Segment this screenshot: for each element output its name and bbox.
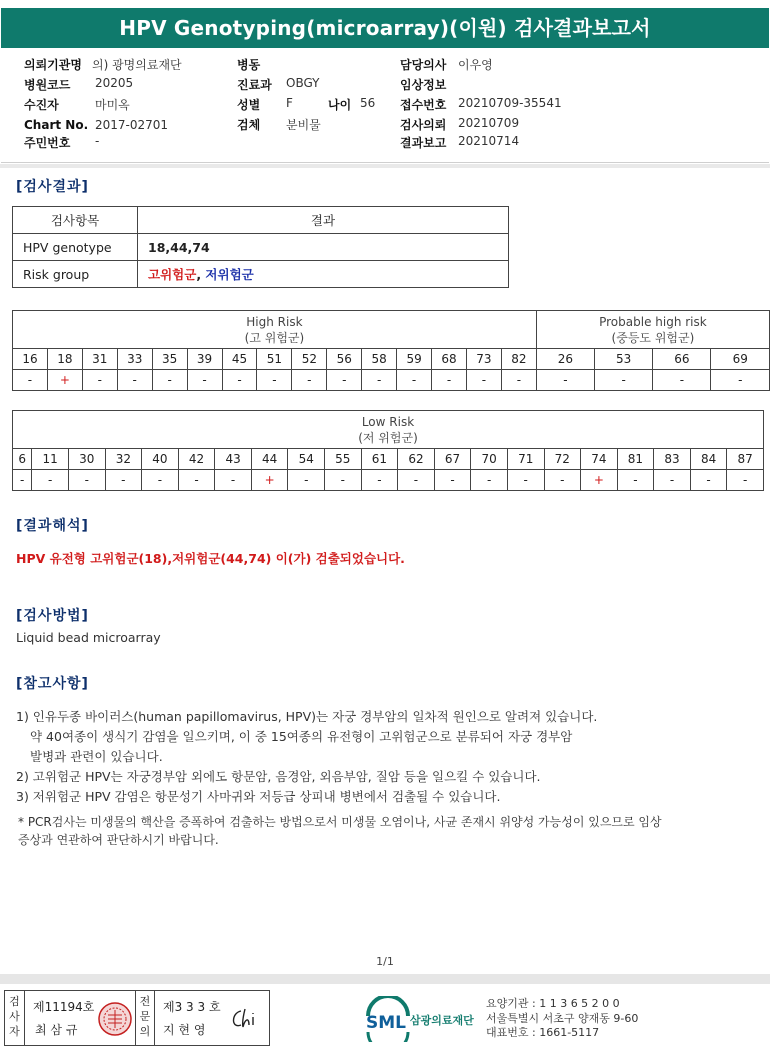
low-risk-title: Low Risk bbox=[361, 414, 415, 429]
signature-icon bbox=[227, 1005, 263, 1033]
info-label: 의뢰기관명 bbox=[24, 58, 82, 72]
genotype-result-cell: - bbox=[152, 370, 187, 391]
genotype-type-cell: 51 bbox=[257, 349, 292, 370]
info-label: 담당의사 bbox=[400, 58, 447, 72]
section-title-interpretation: [결과해석] bbox=[16, 518, 89, 534]
info-value: 이우영 bbox=[458, 58, 493, 72]
patient-info bbox=[24, 56, 754, 152]
company-code: 요양기관 : 1 1 3 6 5 2 0 0 bbox=[486, 997, 620, 1010]
genotype-result-cell: - bbox=[13, 370, 48, 391]
genotype-type-cell: 53 bbox=[595, 349, 653, 370]
genotype-type-cell: 39 bbox=[187, 349, 222, 370]
note-item: 약 40여종이 생식기 감염을 일으키며, 이 중 15여종의 유전형이 고위험군으로 분류되어 자궁 경부암 bbox=[30, 729, 573, 744]
note-item: 1) 인유두종 바이러스(human papillomavirus, HPV)는 자궁 경부암의 일차적 원인으로 알려져 있습니다. bbox=[16, 709, 598, 724]
genotype-type-cell: 69 bbox=[711, 349, 770, 370]
genotype-result-cell: - bbox=[653, 370, 711, 391]
info-label: 검사의뢰 bbox=[400, 118, 447, 132]
note-item: 2) 고위험군 HPV는 자궁경부암 외에도 항문암, 음경암, 외음부암, 질암 등을 일으킬 수 있습니다. bbox=[16, 769, 541, 784]
info-value: 20210709-35541 bbox=[458, 96, 562, 110]
genotype-result-cell: - bbox=[727, 470, 764, 491]
genotype-result-cell: - bbox=[432, 370, 467, 391]
genotype-result-cell: - bbox=[187, 370, 222, 391]
probable-subtitle: (중등도 위험군) bbox=[611, 330, 695, 345]
genotype-result-cell: - bbox=[544, 470, 581, 491]
info-label: 검체 bbox=[237, 118, 261, 132]
genotype-type-cell: 55 bbox=[325, 449, 362, 470]
specialist-number: 제3 3 3 호 bbox=[163, 1000, 221, 1014]
genotype-type-cell: 70 bbox=[471, 449, 508, 470]
info-value: OBGY bbox=[286, 76, 320, 90]
genotype-result-cell: - bbox=[398, 470, 435, 491]
info-value: 20205 bbox=[95, 76, 134, 90]
info-value: 의) 광명의료재단 bbox=[92, 58, 182, 72]
divider bbox=[1, 162, 769, 163]
genotype-type-cell: 30 bbox=[68, 449, 105, 470]
genotype-value: 18,44,74 bbox=[138, 234, 509, 261]
low-risk-table bbox=[12, 410, 764, 491]
genotype-type-cell: 67 bbox=[434, 449, 471, 470]
info-label: 주민번호 bbox=[24, 136, 71, 150]
genotype-type-cell: 59 bbox=[397, 349, 432, 370]
footer-band bbox=[0, 974, 770, 984]
genotype-type-cell: 81 bbox=[617, 449, 654, 470]
risk-high: 고위험군 bbox=[148, 267, 197, 282]
genotype-type-cell: 68 bbox=[432, 349, 467, 370]
genotype-type-cell: 35 bbox=[152, 349, 187, 370]
notes-list bbox=[16, 707, 756, 807]
genotype-result-cell: - bbox=[595, 370, 653, 391]
genotype-result-cell: - bbox=[292, 370, 327, 391]
genotype-type-cell: 58 bbox=[362, 349, 397, 370]
company-phone: 대표번호 : 1661-5117 bbox=[486, 1026, 600, 1039]
info-label: 병원코드 bbox=[24, 78, 71, 92]
info-value: 마미옥 bbox=[95, 98, 130, 112]
genotype-type-cell: 74 bbox=[581, 449, 618, 470]
info-value: 20210714 bbox=[458, 134, 520, 148]
info-label: 결과보고 bbox=[400, 136, 447, 150]
info-label: 나이 bbox=[328, 98, 352, 112]
info-value: 56 bbox=[360, 96, 376, 110]
vertical-char: 전 bbox=[139, 995, 151, 1008]
info-label: 진료과 bbox=[237, 78, 272, 92]
signature-box bbox=[4, 990, 270, 1046]
page-number: 1/1 bbox=[376, 955, 394, 968]
genotype-result-cell: - bbox=[471, 470, 508, 491]
vertical-char: 검 bbox=[9, 995, 20, 1008]
genotype-type-cell: 54 bbox=[288, 449, 325, 470]
genotype-type-cell: 26 bbox=[536, 349, 594, 370]
pcr-footnote bbox=[18, 813, 758, 849]
company-street: 서울특별시 서초구 양재동 9-60 bbox=[486, 1011, 639, 1025]
info-label: 수진자 bbox=[24, 98, 59, 112]
genotype-result-cell: - bbox=[32, 470, 69, 491]
genotype-label: HPV genotype bbox=[13, 234, 138, 261]
company-name: 삼광의료재단 bbox=[410, 1014, 474, 1027]
method-text: Liquid bead microarray bbox=[16, 630, 161, 645]
inspector-vertical-label bbox=[5, 991, 25, 1045]
genotype-result-cell: - bbox=[434, 470, 471, 491]
genotype-result-cell: - bbox=[288, 470, 325, 491]
genotype-result-cell: - bbox=[215, 470, 252, 491]
result-table bbox=[12, 206, 509, 288]
genotype-type-cell: 33 bbox=[117, 349, 152, 370]
info-value: - bbox=[95, 134, 100, 148]
low-risk-subtitle: (저 위험군) bbox=[358, 430, 418, 445]
genotype-result-cell: - bbox=[82, 370, 117, 391]
note-item: 발병과 관련이 있습니다. bbox=[30, 749, 163, 764]
risk-value bbox=[138, 261, 509, 288]
genotype-result-cell: - bbox=[327, 370, 362, 391]
genotype-result-cell: - bbox=[325, 470, 362, 491]
genotype-result-cell: + bbox=[251, 470, 288, 491]
specialist-vertical-label bbox=[135, 991, 155, 1045]
genotype-type-cell: 83 bbox=[654, 449, 691, 470]
vertical-char: 의 bbox=[139, 1025, 151, 1038]
genotype-type-cell: 6 bbox=[13, 449, 32, 470]
genotype-result-cell: + bbox=[581, 470, 618, 491]
vertical-char: 자 bbox=[9, 1025, 20, 1038]
genotype-type-cell: 73 bbox=[466, 349, 501, 370]
footnote-line: 증상과 연관하여 판단하시기 바랍니다. bbox=[18, 833, 219, 847]
info-value: F bbox=[286, 96, 293, 110]
interpretation-text: HPV 유전형 고위험군(18),저위험군(44,74) 이(가) 검출되었습니다. bbox=[16, 551, 405, 566]
genotype-type-cell: 16 bbox=[13, 349, 48, 370]
genotype-type-cell: 44 bbox=[251, 449, 288, 470]
info-value: 20210709 bbox=[458, 116, 520, 130]
report-title: HPV Genotyping(microarray)(이원) 검사결과보고서 bbox=[1, 8, 769, 48]
risk-low: 저위험군 bbox=[205, 267, 254, 282]
genotype-result-cell: - bbox=[222, 370, 257, 391]
genotype-result-cell: - bbox=[397, 370, 432, 391]
genotype-type-cell: 31 bbox=[82, 349, 117, 370]
genotype-type-cell: 62 bbox=[398, 449, 435, 470]
probable-high-risk-header bbox=[536, 311, 769, 349]
high-risk-title: High Risk bbox=[246, 314, 303, 329]
genotype-result-cell: - bbox=[257, 370, 292, 391]
genotype-result-cell: - bbox=[68, 470, 105, 491]
risk-separator: , bbox=[196, 267, 206, 282]
vertical-char: 사 bbox=[9, 1010, 20, 1023]
logo-text: SML bbox=[366, 1013, 406, 1033]
genotype-type-cell: 43 bbox=[215, 449, 252, 470]
genotype-type-cell: 32 bbox=[105, 449, 142, 470]
genotype-type-cell: 42 bbox=[178, 449, 215, 470]
table-header: 결과 bbox=[138, 207, 509, 234]
genotype-result-cell: - bbox=[654, 470, 691, 491]
info-label: 성별 bbox=[237, 98, 261, 112]
company-address bbox=[486, 997, 638, 1041]
genotype-type-cell: 45 bbox=[222, 349, 257, 370]
inspector-number: 제11194호 bbox=[33, 1000, 95, 1014]
info-label: 접수번호 bbox=[400, 98, 447, 112]
info-value: 분비물 bbox=[286, 118, 321, 132]
high-risk-header bbox=[13, 311, 537, 349]
genotype-type-cell: 87 bbox=[727, 449, 764, 470]
genotype-type-cell: 61 bbox=[361, 449, 398, 470]
genotype-result-cell: - bbox=[13, 470, 32, 491]
section-title-method: [검사방법] bbox=[16, 608, 89, 624]
footnote-line: * PCR검사는 미생물의 핵산을 증폭하여 검출하는 방법으로서 미생물 오염이나, 사균 존재시 위양성 가능성이 있으므로 임상 bbox=[18, 815, 662, 829]
genotype-type-cell: 18 bbox=[47, 349, 82, 370]
genotype-result-cell: - bbox=[178, 470, 215, 491]
genotype-result-cell: - bbox=[105, 470, 142, 491]
genotype-result-cell: + bbox=[47, 370, 82, 391]
genotype-type-cell: 56 bbox=[327, 349, 362, 370]
genotype-result-cell: - bbox=[617, 470, 654, 491]
genotype-result-cell: - bbox=[711, 370, 770, 391]
high-risk-subtitle: (고 위험군) bbox=[244, 330, 305, 345]
info-label: 임상정보 bbox=[400, 78, 447, 92]
genotype-result-cell: - bbox=[536, 370, 594, 391]
section-title-notes: [참고사항] bbox=[16, 676, 89, 692]
genotype-result-cell: - bbox=[507, 470, 544, 491]
vertical-char: 문 bbox=[139, 1010, 151, 1023]
info-label: Chart No. bbox=[24, 118, 89, 132]
genotype-result-cell: - bbox=[142, 470, 179, 491]
genotype-type-cell: 82 bbox=[501, 349, 536, 370]
low-risk-header bbox=[13, 411, 764, 449]
high-risk-table bbox=[12, 310, 770, 391]
info-value: 2017-02701 bbox=[95, 118, 169, 132]
probable-title: Probable high risk bbox=[599, 314, 707, 329]
specialist-name: 지 현 영 bbox=[163, 1023, 206, 1037]
genotype-type-cell: 52 bbox=[292, 349, 327, 370]
genotype-result-cell: - bbox=[690, 470, 727, 491]
genotype-result-cell: - bbox=[362, 370, 397, 391]
genotype-result-cell: - bbox=[361, 470, 398, 491]
genotype-result-cell: - bbox=[466, 370, 501, 391]
section-title-result: [검사결과] bbox=[16, 179, 89, 195]
divider bbox=[0, 164, 770, 168]
genotype-result-cell: - bbox=[501, 370, 536, 391]
genotype-type-cell: 72 bbox=[544, 449, 581, 470]
seal-icon bbox=[97, 1001, 133, 1037]
genotype-type-cell: 40 bbox=[142, 449, 179, 470]
risk-label: Risk group bbox=[13, 261, 138, 288]
genotype-type-cell: 71 bbox=[507, 449, 544, 470]
table-header: 검사항목 bbox=[13, 207, 138, 234]
genotype-result-cell: - bbox=[117, 370, 152, 391]
inspector-name: 최 삼 규 bbox=[35, 1023, 78, 1037]
genotype-type-cell: 66 bbox=[653, 349, 711, 370]
note-item: 3) 저위험군 HPV 감염은 항문성기 사마귀와 저등급 상피내 병변에서 검출될 수 있습니다. bbox=[16, 789, 501, 804]
info-label: 병동 bbox=[237, 58, 261, 72]
genotype-type-cell: 11 bbox=[32, 449, 69, 470]
genotype-type-cell: 84 bbox=[690, 449, 727, 470]
